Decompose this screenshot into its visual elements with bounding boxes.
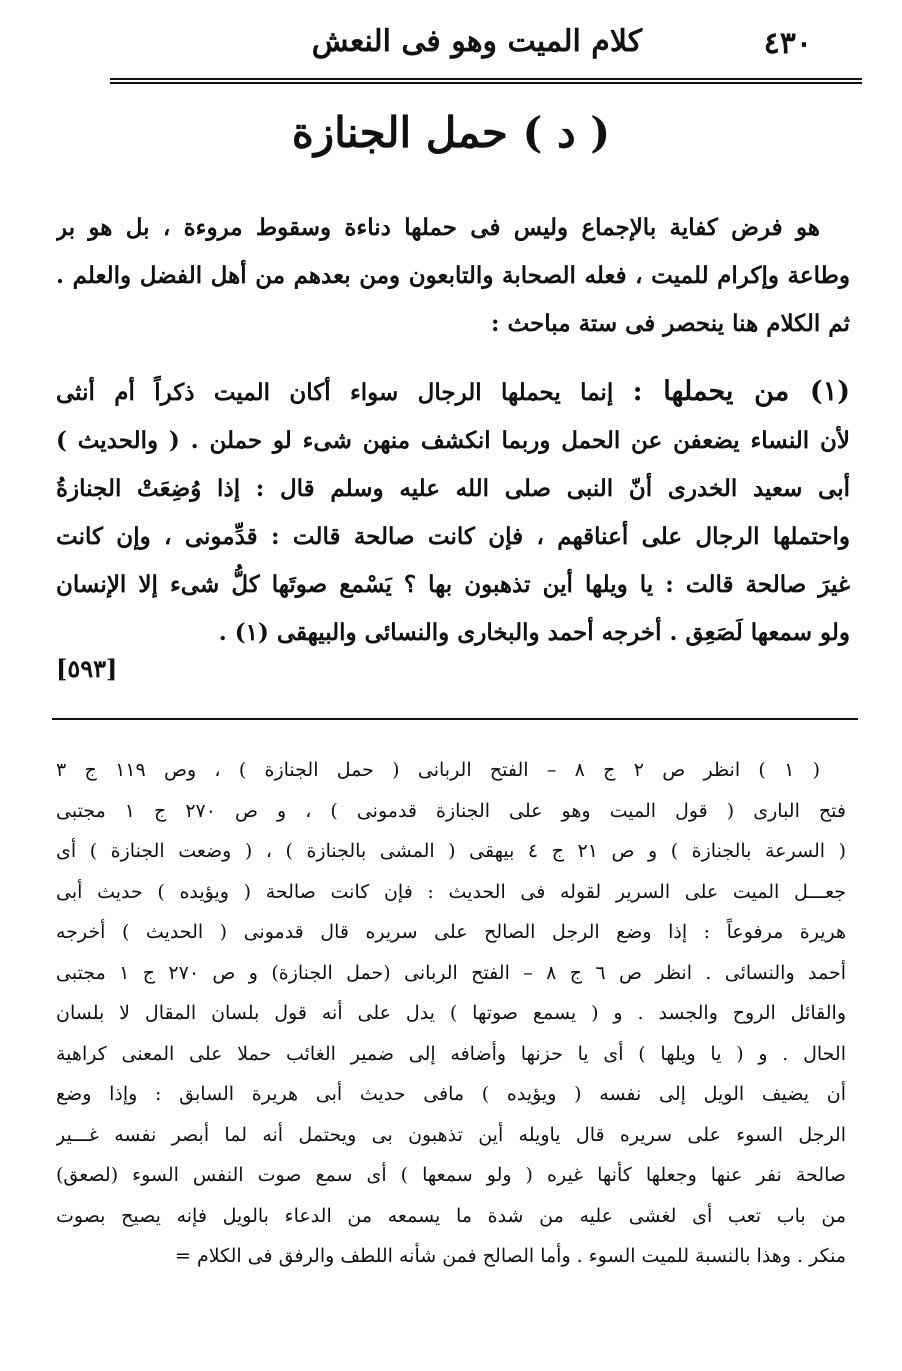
running-title: كلام الميت وهو فى النعش [311,24,642,59]
footnotes [56,750,846,1277]
section1-line-1 [56,368,850,417]
footnote-line-12: من باب تعب أى لغشى عليه من شدة ما يسمعه من الدعاء بالويل فإنه يصيح بصوت [56,1204,846,1227]
footnote-line-4: جعـــل الميت على السرير لقوله فى الحديث : فإن كانت صالحة ( ويؤيده ) حديث أبى [56,880,846,903]
main-text [56,204,850,657]
section1-line-5: غيرَ صالحة قالت : يا ويلها أين تذهبون بها ؟ يَسْمع صوتَها كلُّ شىء إلا الإنسان [56,571,850,598]
page-number: ٤٣٠ [763,26,812,61]
section1-line-2: لأن النساء يضعفن عن الحمل وربما انكشف منهن شىء لو حملن . ( والحديث ) [56,427,850,454]
footnote-line-1: ( ١ ) انظر ص ٢ ج ٨ – الفتح الربانى ( حمل الجنازة ) ، وص ١١٩ ج ٣ [56,759,821,781]
footnote-line-11: صالحة نفر عنها وجعلها كأنها غيره ( ولو سمعها ) أى سمع صوت النفس السوء (لصعق) [56,1164,846,1186]
section1-line-1-text: إنما يحملها الرجال سواء أكان الميت ذكراً أم أنثى [56,379,614,406]
intro-line-2: وطاعة وإكرام للميت ، فعله الصحابة والتابعون ومن بعدهم من أهل الفضل والعلم . [56,262,850,289]
footnote-line-13: منكر . وهذا بالنسبة للميت السوء . وأما الصالح فمن شأنه اللطف والرفق فى الكلام = [175,1245,846,1267]
paragraph-gap [56,348,850,368]
footnote-line-2: فتح البارى ( قول الميت وهو على الجنازة قدمونى ) ، و ص ٢٧٠ ج ١ مجتبى [56,799,846,822]
footnote-rule [52,718,858,720]
footnote-line-6: أحمد والنسائى . انظر ص ٦ ج ٨ – الفتح الربانى (حمل الجنازة) و ص ٢٧٠ ج ١ مجتبى [56,961,846,984]
section-title: ( د ) حمل الجنازة [291,108,611,157]
header-rule [110,78,862,84]
intro-line-3: ثم الكلام هنا ينحصر فى ستة مباحث : [491,310,850,337]
hadith-reference-number: [٥٩٣] [56,654,118,683]
footnote-line-9: أن يضيف الويل إلى نفسه ( ويؤيده ) مافى حديث أبى هريرة السابق : وإذا وضع [56,1083,846,1105]
section1-line-4: واحتملها الرجال على أعناقهم ، فإن كانت صالحة قالت : قدِّمونى ، وإن كانت [56,523,850,550]
footnote-line-3: ( السرعة بالجنازة ) و ص ٢١ ج ٤ بيهقى ( المشى بالجنازة ) ، ( وضعت الجنازة ) أى [56,840,846,862]
footnote-line-8: الحال . و ( يا ويلها ) أى يا حزنها وأضافه إلى ضمير الغائب حملا على المعنى كراهية [56,1042,846,1065]
section1-line-6: ولو سمعها لَصَعِق . أخرجه أحمد والبخارى والنسائى والبيهقى (١) . [218,619,850,646]
footnote-line-7: والقائل الروح والجسد . و ( يسمع صوتها ) يدل على أنه قول بلسان المقال لا بلسان [56,1002,846,1024]
page-header [110,18,812,66]
section1-heading: (١) من يحملها : [632,376,850,407]
section1-line-3: أبى سعيد الخدرى أنّ النبى صلى الله عليه وسلم قال : إذا وُضِعَتْ الجنازةُ [56,475,850,502]
intro-line-1: هو فرض كفاية بالإجماع وليس فى حملها دناءة وسقوط مروءة ، بل هو بر [56,214,820,241]
footnote-line-5: هريرة مرفوعاً : إذا وضع الرجل الصالح على سريره قال قدمونى ( الحديث ) أخرجه [56,921,846,943]
footnote-line-10: الرجل السوء على سريره قال ياويله أين تذهبون بى ويحتمل أنه لما أبصر نفسه غـــير [56,1123,846,1146]
